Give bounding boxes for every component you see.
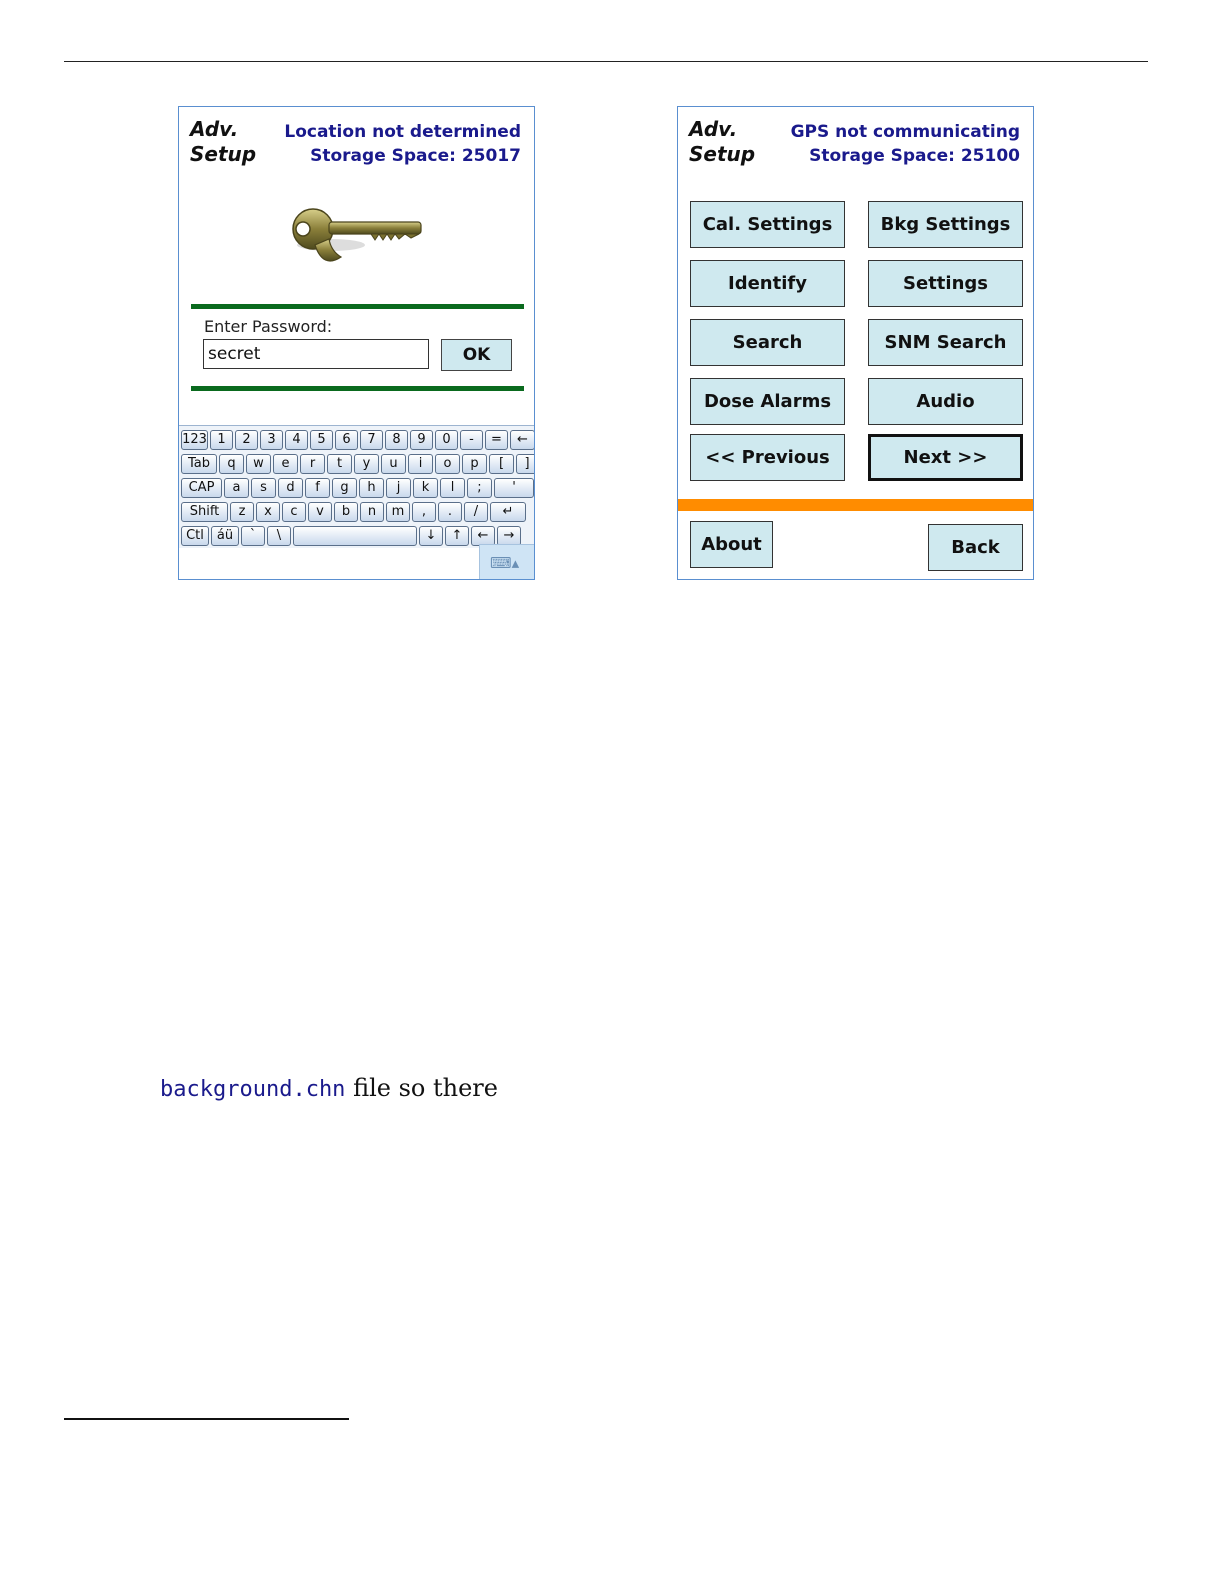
key-t[interactable]: t [327, 454, 352, 474]
password-input[interactable] [203, 339, 429, 369]
key-arrow-down[interactable]: ↓ [419, 526, 443, 546]
password-screen [178, 106, 535, 580]
ok-button[interactable]: OK [441, 339, 512, 371]
key-ctl[interactable]: Ctl [181, 526, 209, 546]
keyboard-row-4 [181, 502, 526, 522]
key-backtick[interactable]: ` [241, 526, 265, 546]
screen-title [190, 117, 256, 167]
key-9[interactable]: 9 [410, 430, 433, 450]
keyboard-toggle[interactable] [479, 544, 534, 579]
key-w[interactable]: w [246, 454, 271, 474]
key-c[interactable]: c [282, 502, 306, 522]
keyboard-icon: ⌨▴ [490, 554, 520, 572]
key-accents[interactable]: áü [211, 526, 239, 546]
key-s[interactable]: s [251, 478, 276, 498]
key-123[interactable]: 123 [181, 430, 208, 450]
title-line-2: Setup [689, 142, 756, 166]
key-3[interactable]: 3 [260, 430, 283, 450]
key-4[interactable]: 4 [285, 430, 308, 450]
key-z[interactable]: z [230, 502, 254, 522]
key-i[interactable]: i [408, 454, 433, 474]
adv-setup-menu-screen [677, 106, 1034, 580]
storage-space: Storage Space: 25100 [809, 146, 1020, 166]
previous-button[interactable]: << Previous [690, 434, 845, 481]
key-v[interactable]: v [308, 502, 332, 522]
password-label: Enter Password: [204, 317, 333, 336]
key-shift[interactable]: Shift [181, 502, 228, 522]
keyboard-row-5 [181, 526, 521, 546]
title-line-1: Adv. [689, 117, 738, 141]
gps-status: GPS not communicating [790, 122, 1020, 142]
key-comma[interactable]: , [412, 502, 436, 522]
status-text [791, 120, 1020, 168]
key-6[interactable]: 6 [335, 430, 358, 450]
key-5[interactable]: 5 [310, 430, 333, 450]
key-d[interactable]: d [278, 478, 303, 498]
key-semicolon[interactable]: ; [467, 478, 492, 498]
storage-space: Storage Space: 25017 [310, 146, 521, 166]
key-y[interactable]: y [354, 454, 379, 474]
settings-button[interactable]: Settings [868, 260, 1023, 307]
key-8[interactable]: 8 [385, 430, 408, 450]
key-backslash[interactable]: \ [267, 526, 291, 546]
orange-divider [678, 499, 1034, 511]
key-e[interactable]: e [273, 454, 298, 474]
key-f[interactable]: f [305, 478, 330, 498]
key-arrow-left[interactable]: ← [471, 526, 495, 546]
key-backspace[interactable]: ← [510, 430, 535, 450]
keyboard-row-3 [181, 478, 534, 498]
audio-button[interactable]: Audio [868, 378, 1023, 425]
key-m[interactable]: m [386, 502, 410, 522]
next-button[interactable]: Next >> [868, 434, 1023, 481]
snm-search-button[interactable]: SNM Search [868, 319, 1023, 366]
filename-code: background.chn [160, 1077, 346, 1102]
about-button[interactable]: About [690, 521, 773, 568]
key-p[interactable]: p [462, 454, 487, 474]
key-a[interactable]: a [224, 478, 249, 498]
back-button[interactable]: Back [928, 524, 1023, 571]
key-caps[interactable]: CAP [181, 478, 222, 498]
key-q[interactable]: q [219, 454, 244, 474]
key-b[interactable]: b [334, 502, 358, 522]
key-tab[interactable]: Tab [181, 454, 217, 474]
dose-alarms-button[interactable]: Dose Alarms [690, 378, 845, 425]
key-u[interactable]: u [381, 454, 406, 474]
keyboard-row-1 [181, 430, 535, 450]
header-rule [64, 61, 1148, 62]
key-quote[interactable]: ' [494, 478, 534, 498]
footnote-rule [64, 1418, 349, 1420]
bkg-settings-button[interactable]: Bkg Settings [868, 201, 1023, 248]
search-button[interactable]: Search [690, 319, 845, 366]
key-slash[interactable]: / [464, 502, 488, 522]
key-j[interactable]: j [386, 478, 411, 498]
key-period[interactable]: . [438, 502, 462, 522]
key-equals[interactable]: = [485, 430, 508, 450]
divider-top [191, 304, 524, 309]
key-7[interactable]: 7 [360, 430, 383, 450]
key-space[interactable] [293, 526, 417, 546]
key-icon [279, 195, 439, 285]
key-n[interactable]: n [360, 502, 384, 522]
screen-title [689, 117, 755, 167]
key-k[interactable]: k [413, 478, 438, 498]
key-1[interactable]: 1 [210, 430, 233, 450]
key-minus[interactable]: - [460, 430, 483, 450]
body-text-fragment: file so there [345, 1074, 498, 1102]
key-enter[interactable]: ↵ [490, 502, 526, 522]
key-l[interactable]: l [440, 478, 465, 498]
key-r[interactable]: r [300, 454, 325, 474]
key-h[interactable]: h [359, 478, 384, 498]
key-0[interactable]: 0 [435, 430, 458, 450]
key-x[interactable]: x [256, 502, 280, 522]
status-text [284, 120, 521, 168]
location-status: Location not determined [284, 122, 521, 142]
soft-keyboard [179, 425, 535, 548]
key-g[interactable]: g [332, 478, 357, 498]
body-paragraph [160, 1074, 498, 1102]
key-2[interactable]: 2 [235, 430, 258, 450]
title-line-1: Adv. [190, 117, 239, 141]
key-arrow-up[interactable]: ↑ [445, 526, 469, 546]
cal-settings-button[interactable]: Cal. Settings [690, 201, 845, 248]
title-line-2: Setup [190, 142, 257, 166]
key-o[interactable]: o [435, 454, 460, 474]
key-right-bracket[interactable]: ] [516, 454, 535, 474]
key-left-bracket[interactable]: [ [489, 454, 514, 474]
identify-button[interactable]: Identify [690, 260, 845, 307]
divider-bottom [191, 386, 524, 391]
key-arrow-right[interactable]: → [497, 526, 521, 546]
keyboard-row-2 [181, 454, 535, 474]
